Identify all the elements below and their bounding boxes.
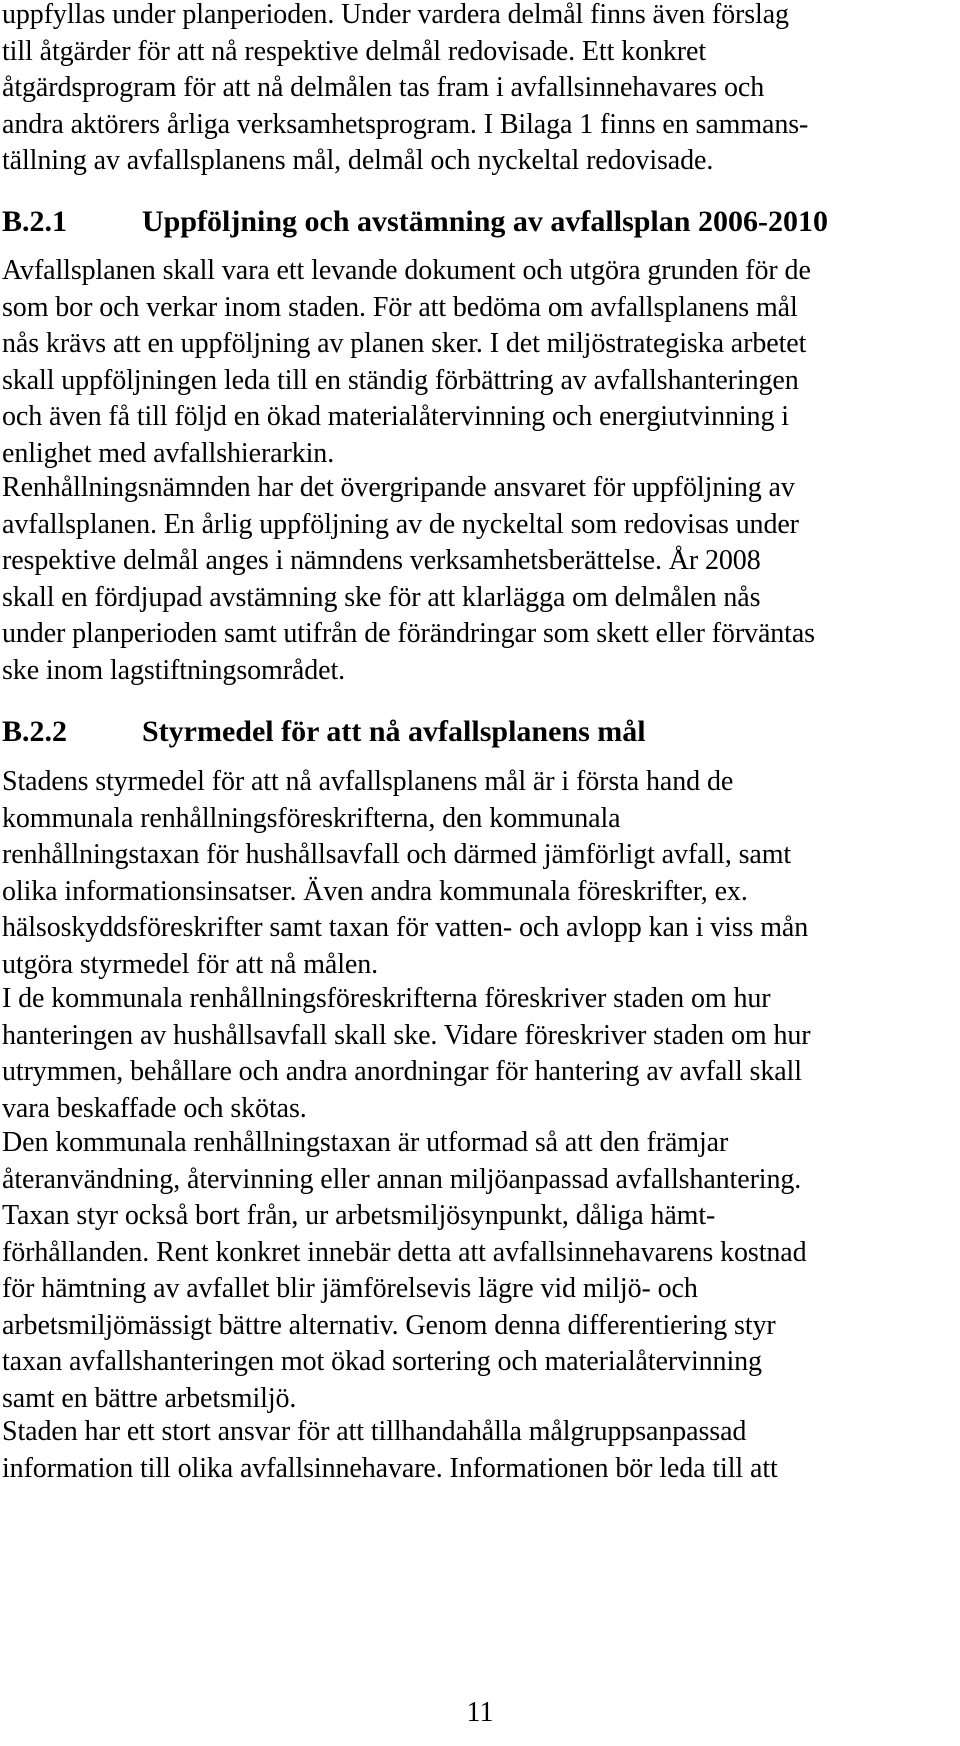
- text-line: uppfyllas under planperioden. Under vardera delmål finns även förslag: [2, 0, 789, 30]
- text-line: Staden har ett stort ansvar för att tillhandahålla målgruppsanpassad: [2, 1416, 747, 1447]
- text-line: Renhållningsnämnden har det övergripande ansvaret för uppföljning av: [2, 472, 795, 503]
- paragraph-intro: [2, 0, 954, 180]
- text-line: under planperioden samt utifrån de förändringar som skett eller förväntas: [2, 618, 815, 649]
- text-line: utrymmen, behållare och andra anordningar för hantering av avfall skall: [2, 1056, 802, 1087]
- paragraph-b21-2: [2, 470, 954, 689]
- text-line: för hämtning av avfallet blir jämförelsevis lägre vid miljö- och: [2, 1273, 698, 1304]
- text-line: taxan avfallshanteringen mot ökad sortering och materialåtervinning: [2, 1346, 762, 1377]
- section-title: Styrmedel för att nå avfallsplanens mål: [142, 715, 646, 748]
- text-line: förhållanden. Rent konkret innebär detta att avfallsinnehavarens kostnad: [2, 1236, 807, 1268]
- section-title: Uppföljning och avstämning av avfallsplan 2006-2010: [142, 205, 828, 238]
- text-line: samt en bättre arbetsmiljö.: [2, 1382, 297, 1414]
- text-line: Den kommunala renhållningstaxan är utformad så att den främjar: [2, 1127, 729, 1158]
- paragraph-b22-4: [2, 1414, 954, 1487]
- text-line: skall uppföljningen leda till en ständig förbättring av avfallshanteringen: [2, 364, 799, 396]
- text-line: avfallsplanen. En årlig uppföljning av de nyckeltal som redovisas under: [2, 508, 799, 540]
- text-line: och även få till följd en ökad materialåtervinning och energiutvinning i: [2, 401, 789, 432]
- text-line: utgöra styrmedel för att nå målen.: [2, 948, 379, 980]
- text-line: Avfallsplanen skall vara ett levande dokument och utgöra grunden för de: [2, 255, 811, 286]
- section-heading-b22: [2, 712, 646, 752]
- paragraph-b21-1: [2, 253, 954, 472]
- text-line: tällning av avfallsplanens mål, delmål och nyckeltal redovisade.: [2, 145, 714, 176]
- paragraph-b22-1: [2, 764, 954, 983]
- text-line: respektive delmål anges i nämndens verksamhetsberättelse. År 2008: [2, 545, 761, 576]
- text-line: återanvändning, återvinning eller annan miljöanpassad avfallshantering.: [2, 1163, 802, 1195]
- text-line: skall en fördjupad avstämning ske för att klarlägga om delmålen nås: [2, 581, 761, 613]
- text-line: andra aktörers årliga verksamhetsprogram. I Bilaga 1 finns en sammans-: [2, 108, 809, 140]
- section-number: B.2.2: [2, 715, 68, 748]
- text-line: vara beskaffade och skötas.: [2, 1092, 307, 1124]
- text-line: renhållningstaxan för hushållsavfall och därmed jämförligt avfall, samt: [2, 839, 792, 870]
- text-line: arbetsmiljömässigt bättre alternativ. Genom denna differentiering styr: [2, 1309, 776, 1341]
- paragraph-b22-3: [2, 1125, 954, 1417]
- text-line: som bor och verkar inom staden. För att bedöma om avfallsplanens mål: [2, 291, 798, 323]
- text-line: Stadens styrmedel för att nå avfallsplanens mål är i första hand de: [2, 766, 734, 797]
- text-line: hanteringen av hushållsavfall skall ske. Vidare föreskriver staden om hur: [2, 1019, 811, 1051]
- text-line: åtgärdsprogram för att nå delmålen tas fram i avfallsinnehavares och: [2, 72, 765, 103]
- text-line: hälsoskyddsföreskrifter samt taxan för vatten- och avlopp kan i viss mån: [2, 912, 809, 943]
- text-line: ske inom lagstiftningsområdet.: [2, 654, 346, 686]
- text-line: nås krävs att en uppföljning av planen sker. I det miljöstrategiska arbetet: [2, 328, 807, 359]
- page-number: 11: [466, 1697, 494, 1728]
- text-line: information till olika avfallsinnehavare. Informationen bör leda till att: [2, 1452, 778, 1484]
- section-number: B.2.1: [2, 205, 68, 238]
- text-line: kommunala renhållningsföreskrifterna, den kommunala: [2, 802, 621, 834]
- text-line: Taxan styr också bort från, ur arbetsmiljösynpunkt, dåliga hämt-: [2, 1200, 716, 1231]
- paragraph-b22-2: [2, 981, 954, 1127]
- text-line: I de kommunala renhållningsföreskrifterna föreskriver staden om hur: [2, 983, 771, 1014]
- text-line: enlighet med avfallshierarkin.: [2, 437, 335, 469]
- text-line: till åtgärder för att nå respektive delmål redovisade. Ett konkret: [2, 35, 707, 67]
- text-line: olika informationsinsatser. Även andra kommunala föreskrifter, ex.: [2, 875, 748, 907]
- section-heading-b21: [2, 202, 828, 242]
